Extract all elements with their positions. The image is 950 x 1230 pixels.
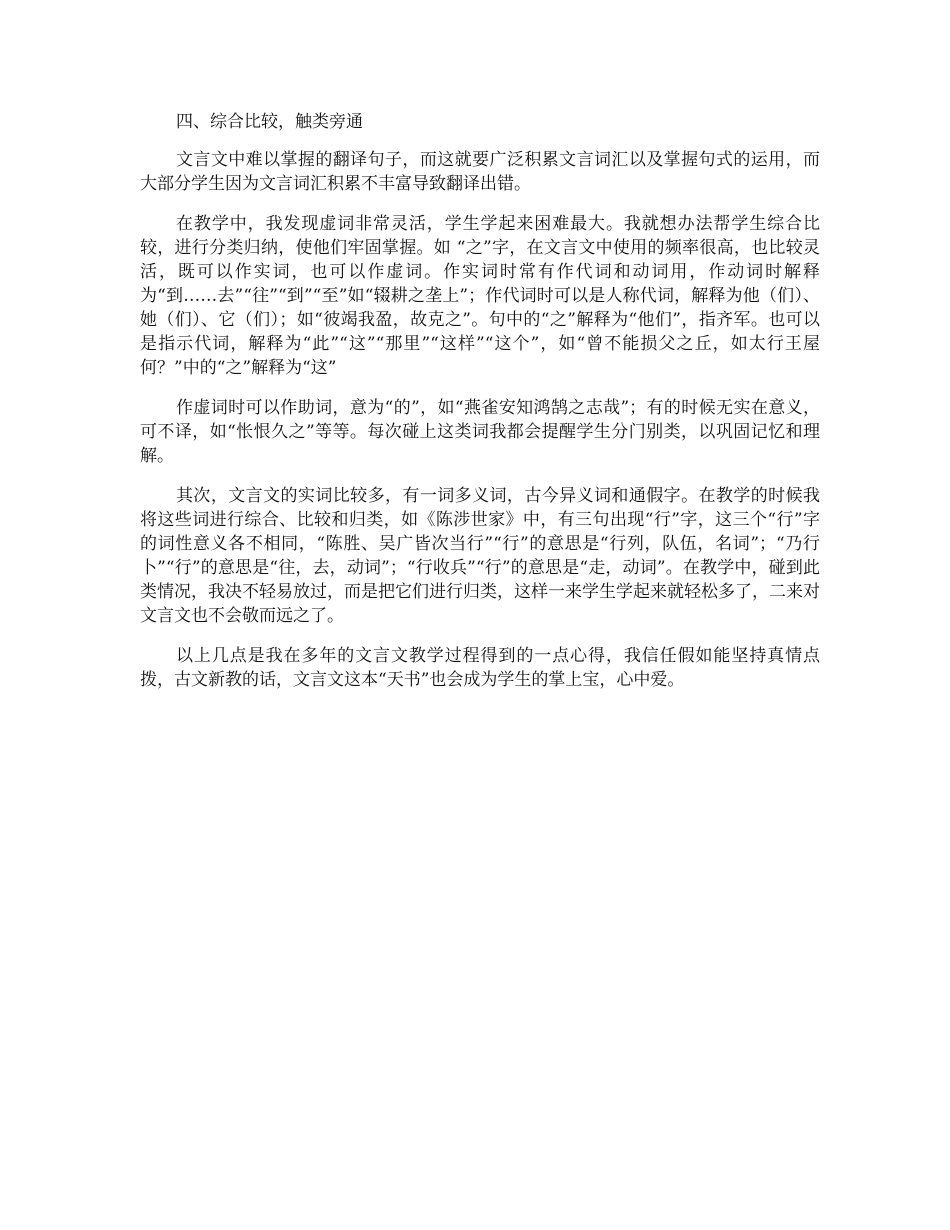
paragraph-4: 其次，文言文的实词比较多，有一词多义词，古今异义词和通假字。在教学的时候我将这些词进行综合、比较和归类，如《陈涉世家》中，有三句出现“行”字，这三个“行”字的词性意义各不相同，“陈胜、吴广皆次当行”“行”的意思是“行列，队伍，名词”；“乃行卜”“行”的意思是“往，去，动词”；“行收兵”“行”的意思是“走，动词”。在教学中，碰到此类情况，我决不轻易放过，而是把它们进行归类，这样一来学生学起来就轻松多了，二来对文言文也不会敬而远之了。 — [140, 486, 820, 626]
document-page — [140, 110, 820, 708]
section-heading: 四、综合比较，触类旁通 — [176, 112, 363, 132]
paragraph-5: 以上几点是我在多年的文言文教学过程得到的一点心得，我信任假如能坚持真情点拨，古文新教的话，文言文这本“天书”也会成为学生的掌上宝，心中爱。 — [140, 646, 820, 690]
paragraph-1: 文言文中难以掌握的翻译句子，而这就要广泛积累文言词汇以及掌握句式的运用，而大部分学生因为文言词汇积累不丰富导致翻译出错。 — [140, 150, 820, 194]
paragraph-2: 在教学中，我发现虚词非常灵活，学生学起来困难最大。我就想办法帮学生综合比较，进行分类归纳，使他们牢固掌握。如 “之”字，在文言文中使用的频率很高，也比较灵活，既可以作实词，也可以作虚词。作实词时常有作代词和动词用，作动词时解释为“到……去”“往”“到”“至”如“辍耕之垄上”；作代词时可以是人称代词，解释为他（们）、她（们）、它（们）；如“彼竭我盈，故克之”。句中的“之”解释为“他们”，指齐军。也可以是指示代词，解释为“此”“这”“那里”“这样”“这个”，如“曾不能损父之丘，如太行王屋何？”中的“之”解释为“这” — [140, 214, 820, 378]
paragraph-3: 作虚词时可以作助词，意为“的”，如“燕雀安知鸿鹄之志哉”；有的时候无实在意义，可不译，如“怅恨久之”等等。每次碰上这类词我都会提醒学生分门别类，以巩固记忆和理解。 — [140, 398, 820, 466]
